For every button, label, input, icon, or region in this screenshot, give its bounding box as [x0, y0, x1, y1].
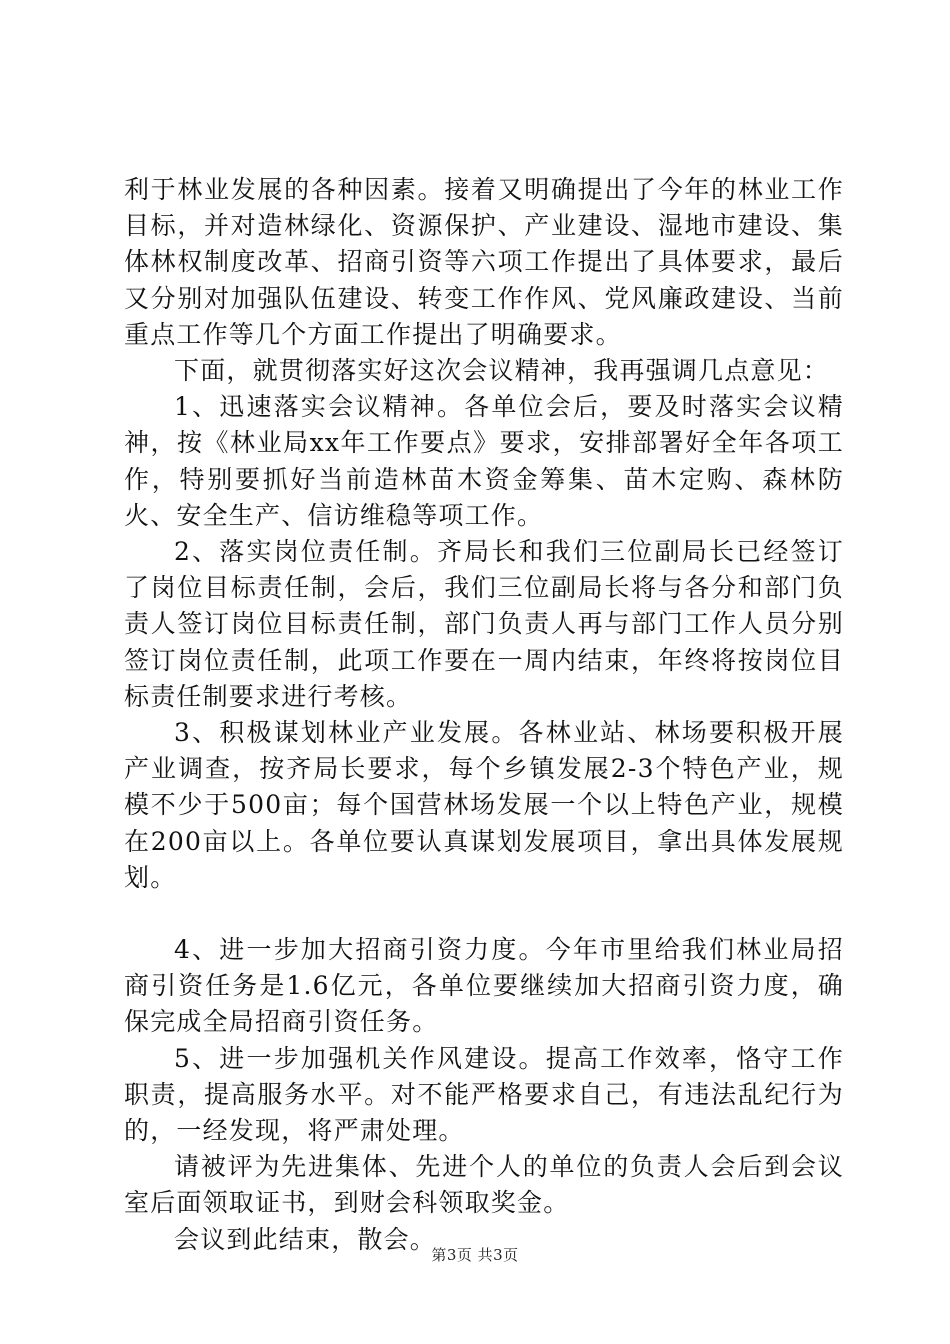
- paragraph-closing: 会议到此结束，散会。: [174, 1224, 437, 1254]
- document-body: [124, 172, 844, 1258]
- paragraph-item-3: 3、积极谋划林业产业发展。各林业站、林场要积极开展产业调查，按齐局长要求，每个乡镇发展2-3个特色产业，规模不少于500亩；每个国营林场发展一个以上特色产业，规模在200亩以上。各单位要认真谋划发展项目，拿出具体发展规划。: [124, 718, 844, 892]
- paragraph-awards-notice: 请被评为先进集体、先进个人的单位的负责人会后到会议室后面领取证书，到财会科领取奖金。: [124, 1152, 844, 1218]
- paragraph-item-1: 1、迅速落实会议精神。各单位会后，要及时落实会议精神，按《林业局xx年工作要点》要求，安排部署好全年各项工作，特别要抓好当前造林苗木资金筹集、苗木定购、森林防火、安全生产、信访维稳等项工作。: [124, 392, 844, 530]
- paragraph-continuation: 利于林业发展的各种因素。接着又明确提出了今年的林业工作目标，并对造林绿化、资源保护、产业建设、湿地市建设、集体林权制度改革、招商引资等六项工作提出了具体要求，最后又分别对加强队伍建设、转变工作作风、党风廉政建设、当前重点工作等几个方面工作提出了明确要求。: [124, 175, 844, 349]
- paragraph-item-5: 5、进一步加强机关作风建设。提高工作效率，恪守工作职责，提高服务水平。对不能严格要求自己，有违法乱纪行为的，一经发现，将严肃处理。: [124, 1043, 844, 1146]
- paragraph-item-2: 2、落实岗位责任制。齐局长和我们三位副局长已经签订了岗位目标责任制，会后，我们三位副局长将与各分和部门负责人签订岗位目标责任制，部门负责人再与部门工作人员分别签订岗位责任制，此项工作要在一周内结束，年终将按岗位目标责任制要求进行考核。: [124, 537, 844, 711]
- blank-line: [124, 896, 844, 932]
- paragraph-intro: 下面，就贯彻落实好这次会议精神，我再强调几点意见：: [174, 356, 830, 386]
- paragraph-item-4: 4、进一步加大招商引资力度。今年市里给我们林业局招商引资任务是1.6亿元，各单位要继续加大招商引资力度，确保完成全局招商引资任务。: [124, 935, 844, 1037]
- page-footer: 第3页 共3页: [431, 1246, 519, 1264]
